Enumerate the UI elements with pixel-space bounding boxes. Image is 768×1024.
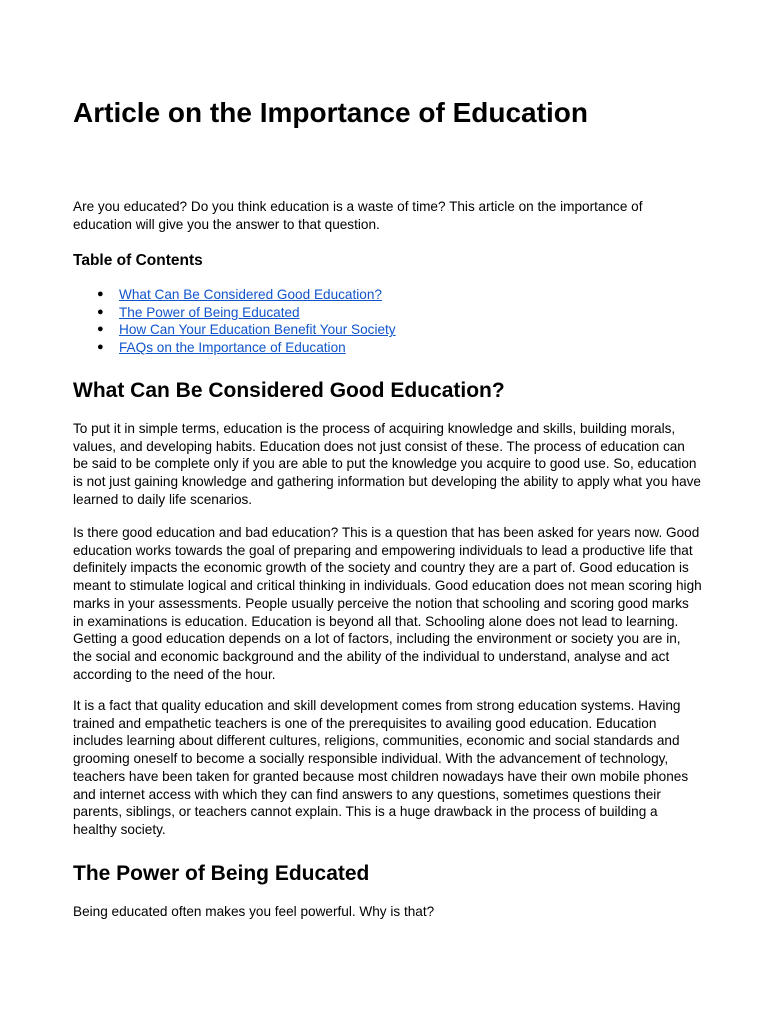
- toc-item: [73, 286, 396, 304]
- toc-heading: Table of Contents: [73, 252, 203, 269]
- body-paragraph: It is a fact that quality education and skill development comes from strong education systems. Having trained and empathetic teachers is one of the prerequisites to availing good education. Education includes learning about different cultures, religions, communities, economic and social standards and grooming oneself to become a socially responsible individual. With the advancement of technology, teachers have been taken for granted because most children nowadays have their own mobile phones and internet access with which they can find answers to any questions, sometimes questions their parents, siblings, or teachers cannot explain. This is a huge drawback in the process of building a healthy society.: [73, 698, 689, 837]
- toc-link-benefit-society[interactable]: How Can Your Education Benefit Your Society: [119, 322, 396, 338]
- toc-link-power-of-educated[interactable]: The Power of Being Educated: [119, 304, 300, 320]
- toc-link-good-education[interactable]: What Can Be Considered Good Education?: [119, 287, 382, 302]
- page-title: Article on the Importance of Education: [73, 97, 588, 128]
- bullet-icon: ●: [97, 323, 104, 336]
- bullet-icon: ●: [97, 305, 104, 318]
- table-of-contents: [73, 286, 396, 357]
- bullet-icon: ●: [97, 288, 104, 300]
- bullet-icon: ●: [97, 341, 104, 354]
- toc-item: [73, 339, 396, 357]
- toc-link-faqs[interactable]: FAQs on the Importance of Education: [119, 340, 346, 356]
- section-heading-good-education: What Can Be Considered Good Education?: [73, 379, 505, 402]
- toc-item: [73, 304, 396, 322]
- intro-paragraph: Are you educated? Do you think education is a waste of time? This article on the importance of education will give you the answer to that question.: [73, 199, 643, 232]
- body-paragraph: Being educated often makes you feel powerful. Why is that?: [73, 904, 435, 919]
- body-paragraph: Is there good education and bad education? This is a question that has been asked for years now. Good education works towards the goal of preparing and empowering individuals to lead a productive life that definitely impacts the economic growth of the society and country they are a part of. Good education is meant to stimulate logical and critical thinking in individuals. Good education does not mean scoring high marks in your assessments. People usually perceive the notion that schooling and scoring good marks in examinations is education. Education is beyond all that. Schooling alone does not lead to learning. Getting a good education depends on a lot of factors, including the environment or society you are in, the social and economic background and the ability of the individual to understand, analyse and act according to the need of the hour.: [73, 525, 702, 682]
- body-paragraph: To put it in simple terms, education is the process of acquiring knowledge and skills, building morals, values, and developing habits. Education does not just consist of these. The process of education can be said to be complete only if you are able to put the knowledge you acquire to good use. So, education is not just gaining knowledge and gathering information but developing the ability to apply what you have learned to daily life scenarios.: [73, 421, 701, 507]
- section-heading-power-of-educated: The Power of Being Educated: [73, 862, 370, 885]
- toc-item: [73, 321, 396, 339]
